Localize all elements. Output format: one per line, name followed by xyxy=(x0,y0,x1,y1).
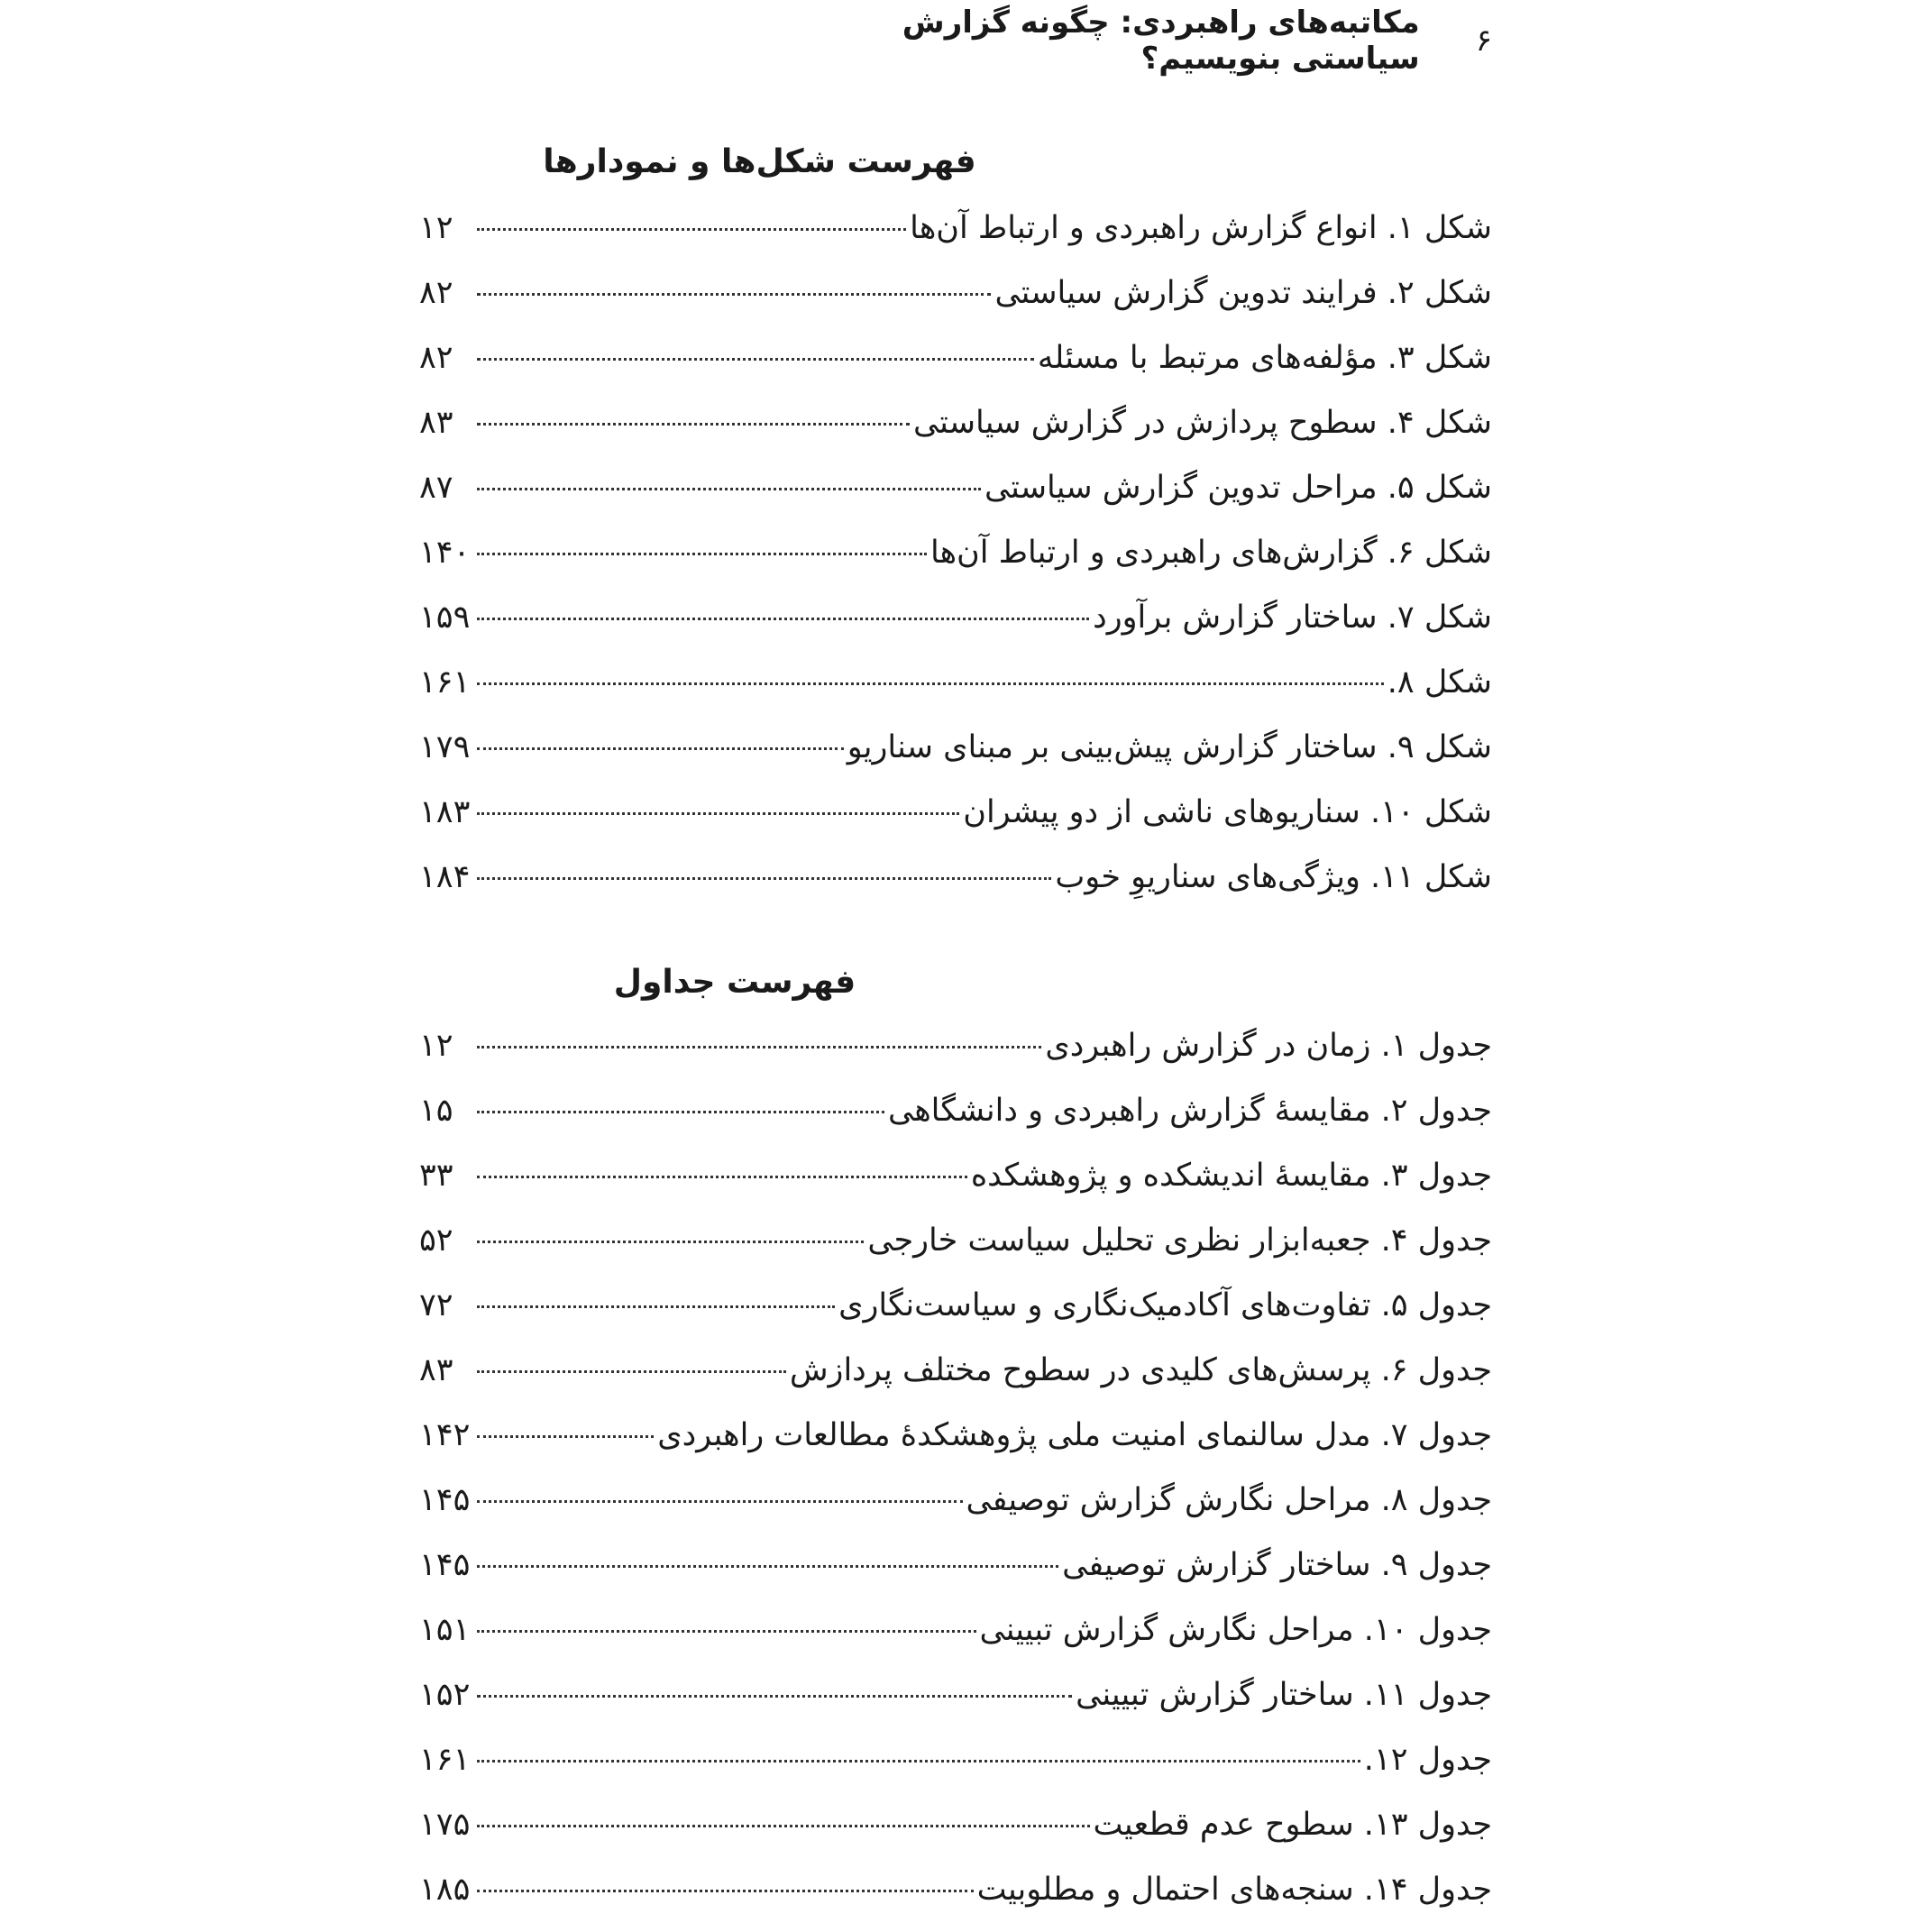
table-entry-label: جدول ۱. زمان در گزارش راهبردی xyxy=(1045,1028,1492,1064)
figure-entry-label: شکل ۵. مراحل تدوین گزارش سیاستی xyxy=(984,470,1492,506)
table-entry[interactable] xyxy=(419,1543,1492,1607)
dot-leader xyxy=(477,553,927,555)
table-entry-page-number: ۱۲ xyxy=(419,1028,453,1064)
table-entry-page-number: ۱۵۲ xyxy=(419,1677,471,1713)
dot-leader xyxy=(477,1825,1090,1827)
dot-leader xyxy=(477,682,1384,685)
table-entry-label: جدول ۱۰. مراحل نگارش گزارش تبیینی xyxy=(979,1612,1492,1648)
dot-leader xyxy=(477,1630,976,1633)
dot-leader xyxy=(477,1111,884,1113)
dot-leader xyxy=(477,1176,967,1178)
table-entry-page-number: ۷۲ xyxy=(419,1287,453,1323)
dot-leader xyxy=(477,293,991,296)
figure-entry-page-number: ۱۷۹ xyxy=(419,729,471,765)
table-entry[interactable] xyxy=(419,1672,1492,1737)
table-entry[interactable] xyxy=(419,1283,1492,1348)
figure-entry-page-number: ۱۸۴ xyxy=(419,859,471,895)
figure-entry[interactable] xyxy=(419,725,1492,790)
table-entry-label: جدول ۵. تفاوت‌های آکادمیک‌نگاری و سیاست‌نگاری xyxy=(838,1287,1492,1323)
table-entry-label: جدول ۳. مقایسهٔ اندیشکده و پژوهشکده xyxy=(970,1158,1492,1194)
figure-entry-page-number: ۱۸۳ xyxy=(419,794,471,830)
dot-leader xyxy=(477,1760,1360,1763)
figure-entry-page-number: ۱۴۰ xyxy=(419,535,471,571)
figure-entry[interactable] xyxy=(419,855,1492,920)
figure-entry-label: شکل ۳. مؤلفه‌های مرتبط با مسئله xyxy=(1037,340,1492,376)
figure-entry-label: شکل ۶. گزارش‌های راهبردی و ارتباط آن‌ها xyxy=(930,535,1492,571)
figure-entry[interactable] xyxy=(419,660,1492,725)
table-entry[interactable] xyxy=(419,1867,1492,1932)
table-entry-page-number: ۳۳ xyxy=(419,1158,453,1194)
table-entry[interactable] xyxy=(419,1348,1492,1413)
table-entry-label: جدول ۹. ساختار گزارش توصیفی xyxy=(1062,1547,1492,1583)
figure-entry-page-number: ۱۲ xyxy=(419,210,453,246)
table-entry-label: جدول ۱۴. سنجه‌های احتمال و مطلوبیت xyxy=(976,1872,1492,1908)
table-entry-label: جدول ۱۲. xyxy=(1363,1742,1492,1778)
tables-list xyxy=(419,1023,1492,1932)
figure-entry[interactable] xyxy=(419,530,1492,595)
figure-entry-label: شکل ۸. xyxy=(1387,664,1492,700)
table-entry-label: جدول ۶. پرسش‌های کلیدی در سطوح مختلف پردازش xyxy=(789,1352,1492,1388)
table-entry[interactable] xyxy=(419,1478,1492,1543)
table-entry[interactable] xyxy=(419,1802,1492,1867)
dot-leader xyxy=(477,1565,1058,1568)
table-entry[interactable] xyxy=(419,1153,1492,1218)
figure-entry-page-number: ۸۲ xyxy=(419,340,453,376)
table-entry[interactable] xyxy=(419,1413,1492,1478)
dot-leader xyxy=(477,488,981,490)
table-entry-page-number: ۱۶۱ xyxy=(419,1742,471,1778)
figure-entry-label: شکل ۴. سطوح پردازش در گزارش سیاستی xyxy=(913,405,1492,441)
figures-list xyxy=(419,206,1492,920)
figure-entry-page-number: ۸۷ xyxy=(419,470,453,506)
figure-entry-page-number: ۱۵۹ xyxy=(419,600,471,636)
table-entry[interactable] xyxy=(419,1607,1492,1672)
dot-leader xyxy=(477,877,1051,880)
dot-leader xyxy=(477,1305,835,1308)
dot-leader xyxy=(477,1046,1041,1048)
dot-leader xyxy=(477,358,1034,361)
dot-leader xyxy=(477,618,1089,620)
figure-entry[interactable] xyxy=(419,206,1492,270)
figure-entry-label: شکل ۹. ساختار گزارش پیش‌بینی بر مبنای سناریو xyxy=(847,729,1492,765)
table-entry[interactable] xyxy=(419,1218,1492,1283)
table-entry-page-number: ۱۷۵ xyxy=(419,1807,471,1843)
dot-leader xyxy=(477,812,959,815)
figure-entry-label: شکل ۱۰. سناریوهای ناشی از دو پیشران xyxy=(963,794,1492,830)
figure-entry-label: شکل ۲. فرایند تدوین گزارش سیاستی xyxy=(994,275,1492,311)
dot-leader xyxy=(477,1500,963,1503)
figure-entry[interactable] xyxy=(419,400,1492,465)
figure-entry-page-number: ۱۶۱ xyxy=(419,664,471,700)
table-entry-label: جدول ۴. جعبه‌ابزار نظری تحلیل سیاست خارجی xyxy=(867,1222,1492,1259)
figure-entry-label: شکل ۱۱. ویژگی‌های سناریوِ خوب xyxy=(1055,859,1492,895)
table-entry-page-number: ۱۴۲ xyxy=(419,1417,471,1453)
table-entry-page-number: ۱۸۵ xyxy=(419,1872,471,1908)
dot-leader xyxy=(477,1435,654,1438)
table-entry-page-number: ۱۴۵ xyxy=(419,1547,471,1583)
figures-list-title: فهرست شکل‌ها و نمودارها xyxy=(543,143,976,180)
dot-leader xyxy=(477,1695,1072,1698)
table-entry[interactable] xyxy=(419,1088,1492,1153)
figure-entry[interactable] xyxy=(419,270,1492,335)
dot-leader xyxy=(477,423,910,426)
table-entry-page-number: ۱۵۱ xyxy=(419,1612,471,1648)
table-entry-label: جدول ۲. مقایسهٔ گزارش راهبردی و دانشگاهی xyxy=(888,1093,1492,1129)
book-title: مکاتبه‌های راهبردی: چگونه گزارش سیاستی بنویسیم؟ xyxy=(902,5,1420,77)
figure-entry[interactable] xyxy=(419,335,1492,400)
figure-entry[interactable] xyxy=(419,790,1492,855)
dot-leader xyxy=(477,747,844,750)
page-number: ۶ xyxy=(1475,23,1492,59)
figure-entry-label: شکل ۷. ساختار گزارش برآورد xyxy=(1093,600,1492,636)
running-header xyxy=(771,5,1492,77)
table-entry-page-number: ۸۳ xyxy=(419,1352,453,1388)
figure-entry-page-number: ۸۳ xyxy=(419,405,453,441)
table-entry-page-number: ۵۲ xyxy=(419,1222,453,1259)
table-entry-page-number: ۱۴۵ xyxy=(419,1482,471,1518)
table-entry[interactable] xyxy=(419,1737,1492,1802)
table-entry-label: جدول ۱۱. ساختار گزارش تبیینی xyxy=(1076,1677,1492,1713)
dot-leader xyxy=(477,1890,974,1892)
book-page xyxy=(410,0,1492,1914)
table-entry[interactable] xyxy=(419,1023,1492,1088)
dot-leader xyxy=(477,1370,786,1373)
figure-entry-label: شکل ۱. انواع گزارش راهبردی و ارتباط آن‌ها xyxy=(910,210,1492,246)
figure-entry[interactable] xyxy=(419,595,1492,660)
tables-list-title: فهرست جداول xyxy=(613,964,856,1001)
table-entry-label: جدول ۸. مراحل نگارش گزارش توصیفی xyxy=(966,1482,1492,1518)
table-entry-label: جدول ۷. مدل سالنمای امنیت ملی پژوهشکدهٔ مطالعات راهبردی xyxy=(657,1417,1492,1453)
figure-entry-page-number: ۸۲ xyxy=(419,275,453,311)
dot-leader xyxy=(477,1241,864,1243)
table-entry-label: جدول ۱۳. سطوح عدم قطعیت xyxy=(1093,1807,1492,1843)
figure-entry[interactable] xyxy=(419,465,1492,530)
dot-leader xyxy=(477,228,906,231)
table-entry-page-number: ۱۵ xyxy=(419,1093,453,1129)
